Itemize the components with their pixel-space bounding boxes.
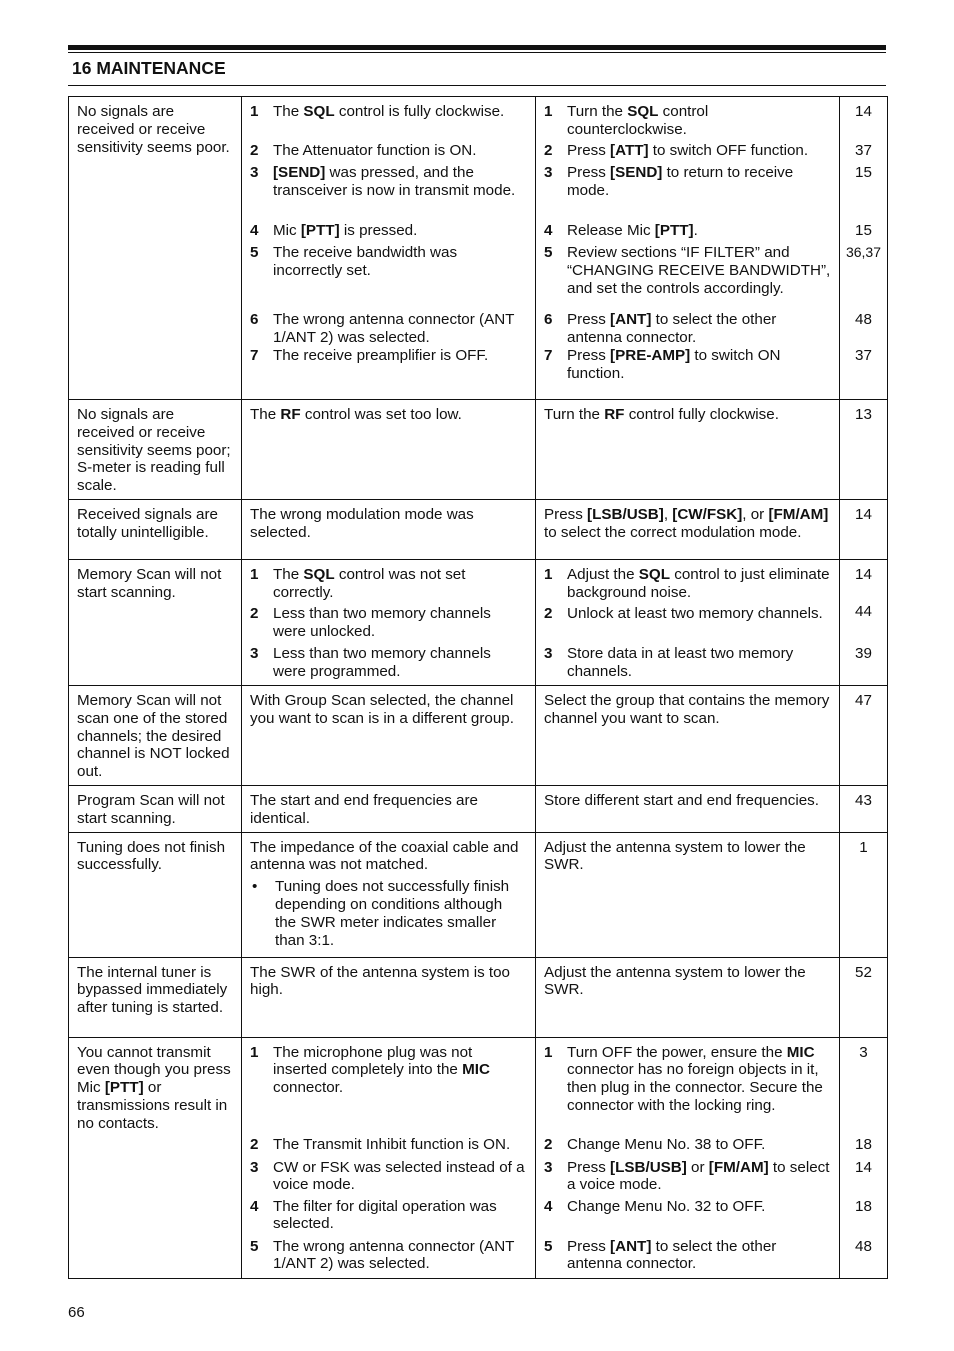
cause-number: 3 (250, 164, 259, 181)
cause-text: The microphone plug was not inserted completely into the MIC connector. (273, 1043, 490, 1097)
cause-text: The SWR of the antenna system is too high. (250, 963, 510, 999)
remedy-item (544, 645, 831, 681)
remedy-text: Adjust the antenna system to lower the SWR. (544, 963, 806, 999)
page-ref: 43 (855, 791, 872, 809)
page-ref: 52 (855, 963, 872, 981)
page-ref: 47 (855, 691, 872, 709)
remedy-text: Release Mic [PTT]. (567, 222, 698, 239)
remedy-number: 3 (544, 164, 553, 181)
page-ref-cell (840, 1037, 888, 1278)
remedy-cell (536, 400, 840, 500)
table-row (69, 685, 888, 785)
cause-text: The Attenuator function is ON. (273, 142, 477, 159)
cause-number: 2 (250, 142, 259, 159)
cause-number: 5 (250, 1237, 259, 1255)
remedy-text: Turn the RF control fully clockwise. (544, 406, 779, 423)
remedy-text: Turn OFF the power, ensure the MIC connector has no foreign objects in it, then plug in the connector. Secure the connector with the locking ring. (567, 1043, 823, 1114)
remedy-item (544, 222, 831, 244)
cause-item (250, 1238, 527, 1274)
remedy-number: 3 (544, 1158, 553, 1176)
cause-text: The wrong antenna connector (ANT 1/ANT 2) was selected. (273, 311, 515, 346)
cause-item (250, 244, 527, 311)
cause-item (250, 347, 527, 383)
cause-text: The receive bandwidth was incorrectly set. (273, 244, 458, 279)
cause-text: The Transmit Inhibit function is ON. (273, 1135, 511, 1153)
table-row (69, 957, 888, 1037)
cause-cell (242, 785, 536, 832)
page-number: 66 (68, 1304, 85, 1321)
remedy-text: Press [SEND] to return to receive mode. (567, 164, 794, 199)
page-ref: 14 (855, 565, 872, 583)
remedy-number: 6 (544, 311, 553, 328)
cause-item (250, 1198, 527, 1238)
cause-text: Mic [PTT] is pressed. (273, 222, 418, 239)
table-row (69, 785, 888, 832)
remedy-number: 4 (544, 1197, 553, 1215)
remedy-item (544, 1238, 831, 1274)
cause-number: 7 (250, 347, 259, 364)
cause-text: The wrong modulation mode was selected. (250, 505, 474, 541)
cause-number: 1 (250, 565, 259, 583)
remedy-text: Change Menu No. 32 to OFF. (567, 1197, 766, 1215)
table-row (69, 400, 888, 500)
remedy-item (544, 1044, 831, 1136)
problem-cell: Tuning does not finish successfully. (69, 832, 242, 957)
cause-text: The SQL control was not set correctly. (273, 565, 466, 601)
page-ref: 18 (855, 1135, 872, 1153)
cause-item (250, 566, 527, 605)
page-ref-cell (840, 97, 888, 400)
remedy-cell (536, 97, 840, 400)
cause-text: The RF control was set too low. (250, 406, 462, 423)
remedy-text: Press [PRE-AMP] to switch ON function. (567, 347, 781, 382)
remedy-cell (536, 785, 840, 832)
page-ref: 39 (855, 644, 872, 662)
problem-cell: Program Scan will not start scanning. (69, 785, 242, 832)
problem-cell: Received signals are totally unintelligible. (69, 499, 242, 559)
cause-item (250, 164, 527, 222)
page-ref: 36,37 (845, 244, 882, 260)
remedy-cell (536, 957, 840, 1037)
cause-text: The filter for digital operation was selected. (273, 1197, 497, 1233)
cause-number: 2 (250, 1135, 259, 1153)
page-ref: 3 (859, 1043, 868, 1061)
table-row (69, 559, 888, 685)
page-ref: 15 (855, 164, 872, 181)
remedy-item (544, 605, 831, 645)
remedy-text: Press [ATT] to switch OFF function. (567, 142, 809, 159)
page-ref: 15 (855, 222, 872, 239)
remedy-cell (536, 685, 840, 785)
remedy-number: 5 (544, 1237, 553, 1255)
cause-cell (242, 499, 536, 559)
cause-text: CW or FSK was selected instead of a voice mode. (273, 1158, 525, 1194)
page-ref-cell (840, 957, 888, 1037)
cause-text: The impedance of the coaxial cable and antenna was not matched. (250, 838, 519, 874)
remedy-item (544, 244, 831, 311)
page-ref: 44 (855, 602, 872, 620)
cause-cell (242, 400, 536, 500)
table-row (69, 1037, 888, 1278)
page-ref: 48 (855, 1237, 872, 1255)
cause-item (250, 311, 527, 347)
remedy-text: Select the group that contains the memory channel you want to scan. (544, 691, 830, 727)
cause-cell (242, 957, 536, 1037)
remedy-cell (536, 832, 840, 957)
problem-cell: No signals are received or receive sensitivity seems poor; S-meter is reading full scale. (69, 400, 242, 500)
remedy-number: 7 (544, 347, 553, 364)
remedy-text: Press [LSB/USB] or [FM/AM] to select a voice mode. (567, 1158, 830, 1194)
cause-item (250, 222, 527, 244)
page-ref-cell (840, 400, 888, 500)
cause-item (250, 1159, 527, 1198)
header-rule-thin (68, 52, 886, 53)
remedy-item (544, 103, 831, 142)
remedy-text: Adjust the antenna system to lower the SWR. (544, 838, 806, 874)
cause-text: [SEND] was pressed, and the transceiver is now in transmit mode. (273, 164, 516, 199)
table-row (69, 499, 888, 559)
cause-cell (242, 559, 536, 685)
problem-cell: No signals are received or receive sensitivity seems poor. (69, 97, 242, 400)
page-ref-cell (840, 685, 888, 785)
cause-number: 3 (250, 1158, 259, 1176)
cause-text: The SQL control is fully clockwise. (273, 103, 505, 120)
cause-item (250, 645, 527, 681)
cause-item (250, 1044, 527, 1136)
page-ref: 18 (855, 1197, 872, 1215)
remedy-item (544, 1136, 831, 1159)
cause-cell (242, 1037, 536, 1278)
page-ref: 37 (855, 347, 872, 364)
table-row (69, 832, 888, 957)
problem-cell: Memory Scan will not start scanning. (69, 559, 242, 685)
table-row (69, 97, 888, 400)
problem-cell: The internal tuner is bypassed immediately after tuning is started. (69, 957, 242, 1037)
cause-text: Less than two memory channels were unlocked. (273, 604, 491, 640)
cause-text: Less than two memory channels were programmed. (273, 644, 491, 680)
cause-bullet-item (250, 878, 527, 949)
remedy-number: 1 (544, 565, 553, 583)
remedy-item (544, 347, 831, 383)
page-ref-cell (840, 559, 888, 685)
header-rule-thick (68, 45, 886, 50)
remedy-item (544, 1198, 831, 1238)
remedy-text: Unlock at least two memory channels. (567, 604, 823, 622)
remedy-item (544, 566, 831, 605)
remedy-cell (536, 499, 840, 559)
cause-text: The receive preamplifier is OFF. (273, 347, 489, 364)
remedy-number: 1 (544, 103, 553, 120)
cause-number: 2 (250, 604, 259, 622)
section-title: 16 MAINTENANCE (72, 58, 226, 78)
remedy-number: 1 (544, 1043, 553, 1061)
remedy-cell (536, 559, 840, 685)
cause-bullet-text: Tuning does not successfully finish depending on conditions although the SWR meter indicates smaller than 3:1. (275, 878, 510, 949)
cause-cell (242, 832, 536, 957)
remedy-text: Adjust the SQL control to just eliminate background noise. (567, 565, 830, 601)
cause-text: The wrong antenna connector (ANT 1/ANT 2) was selected. (273, 1237, 515, 1273)
cause-number: 4 (250, 1197, 259, 1215)
cause-number: 6 (250, 311, 259, 328)
remedy-text: Store different start and end frequencies. (544, 791, 819, 809)
cause-item (250, 1136, 527, 1159)
page-ref: 14 (855, 103, 872, 120)
cause-text: With Group Scan selected, the channel you want to scan is in a different group. (250, 691, 514, 727)
remedy-text: Store data in at least two memory channels. (567, 644, 794, 680)
cause-item (250, 103, 527, 142)
remedy-cell (536, 1037, 840, 1278)
page-ref: 1 (859, 838, 868, 856)
problem-cell: Memory Scan will not scan one of the stored channels; the desired channel is NOT locked out. (69, 685, 242, 785)
remedy-number: 2 (544, 142, 553, 159)
bullet-icon: • (252, 878, 258, 896)
troubleshooting-table (68, 96, 888, 1279)
remedy-item (544, 142, 831, 164)
cause-text: The start and end frequencies are identical. (250, 791, 478, 827)
page-ref: 14 (855, 505, 872, 523)
cause-item (250, 605, 527, 645)
page-ref: 13 (855, 406, 872, 423)
problem-cell: You cannot transmit even though you press Mic [PTT] or transmissions result in no contacts. (69, 1037, 242, 1278)
remedy-number: 2 (544, 604, 553, 622)
remedy-item (544, 311, 831, 347)
remedy-number: 5 (544, 244, 553, 261)
remedy-text: Press [ANT] to select the other antenna connector. (567, 311, 777, 346)
cause-cell (242, 685, 536, 785)
remedy-item (544, 1159, 831, 1198)
cause-number: 1 (250, 1043, 259, 1061)
page-ref: 37 (855, 142, 872, 159)
page-ref: 14 (855, 1158, 872, 1176)
cause-number: 4 (250, 222, 259, 239)
cause-number: 3 (250, 644, 259, 662)
cause-item (250, 142, 527, 164)
remedy-item (544, 164, 831, 222)
cause-number: 5 (250, 244, 259, 261)
page-ref-cell (840, 832, 888, 957)
remedy-text: Change Menu No. 38 to OFF. (567, 1135, 766, 1153)
remedy-text: Press [ANT] to select the other antenna connector. (567, 1237, 777, 1273)
cause-cell (242, 97, 536, 400)
remedy-number: 3 (544, 644, 553, 662)
remedy-text: Turn the SQL control counterclockwise. (567, 103, 709, 138)
remedy-number: 2 (544, 1135, 553, 1153)
remedy-number: 4 (544, 222, 553, 239)
header-rule-under (68, 85, 886, 86)
remedy-text: Press [LSB/USB], [CW/FSK], or [FM/AM] to select the correct modulation mode. (544, 505, 829, 541)
page-ref: 48 (855, 311, 872, 328)
page-ref-cell (840, 499, 888, 559)
remedy-text: Review sections “IF FILTER” and “CHANGING RECEIVE BANDWIDTH”, and set the controls accordingly. (567, 244, 831, 297)
page-ref-cell (840, 785, 888, 832)
cause-number: 1 (250, 103, 259, 120)
